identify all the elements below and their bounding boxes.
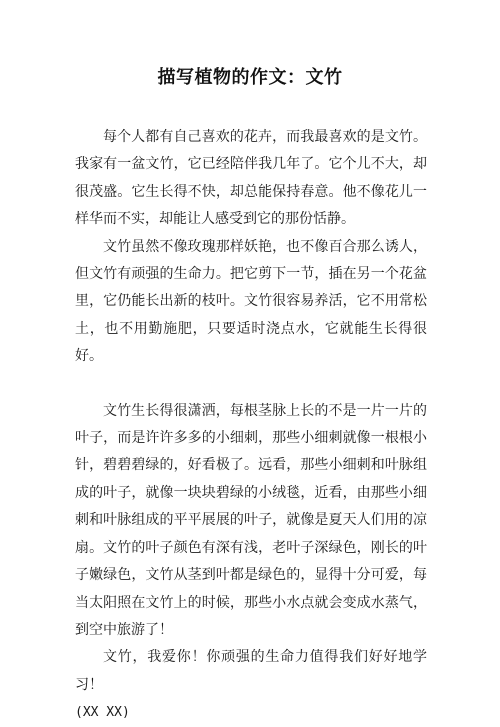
document-body xyxy=(75,124,427,727)
paragraph-2: 文竹虽然不像玫瑰那样妖艳，也不像百合那么诱人，但文竹有顽强的生命力。把它剪下一节，插在另一个花盆里，它仍能长出新的枝叶。文竹很容易养活，它不用常松土，也不用勤施肥，只要适时浇点水，它就能生长得很好。 xyxy=(75,238,427,365)
document-title: 描写植物的作文：文竹 xyxy=(157,67,343,88)
paragraph-1: 每个人都有自己喜欢的花卉，而我最喜欢的是文竹。我家有一盆文竹，它已经陪伴我几年了。它个儿不大，却很茂盛。它生长得不快，却总能保持春意。他不像花儿一样华而不实，却能让人感受到它的那份恬静。 xyxy=(75,129,427,228)
paragraph-spacer xyxy=(75,371,427,398)
paragraph-3: 文竹生长得很潇洒，每根茎脉上长的不是一片一片的叶子，而是许许多多的小细刺，那些小细刺就像一根根小针，碧碧碧绿的，好看极了。远看，那些小细刺和叶脉组成的叶子，就像一块块碧绿的小绒毯，近看，由那些小细刺和叶脉组成的平平展展的叶子，就像是夏天人们用的凉扇。文竹的叶子颜色有深有浅，老叶子深绿色，刚长的叶子嫩绿色，文竹从茎到叶都是绿色的，显得十分可爱，每当太阳照在文竹上的时候，那些小水点就会变成水蒸气，到空中旅游了！ xyxy=(75,402,427,638)
author-signoff: (XX XX) xyxy=(75,705,130,721)
paragraph-4: 文竹，我爱你！你顽强的生命力值得我们好好地学习！ xyxy=(75,649,427,693)
